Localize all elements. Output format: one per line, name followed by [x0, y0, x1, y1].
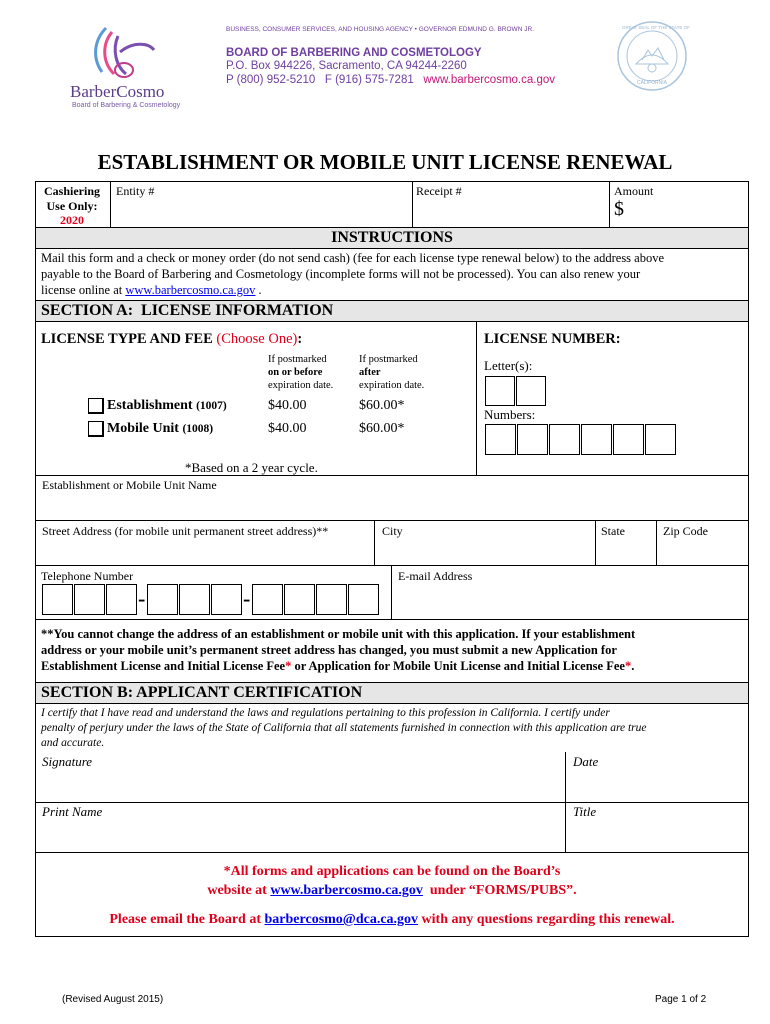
email-note-suffix: with any questions regarding this renewal. [418, 912, 675, 927]
barbercosmo-logo [62, 22, 181, 112]
phone-digit-10[interactable] [348, 584, 379, 615]
city-field[interactable] [375, 521, 595, 565]
certification-text [41, 706, 747, 751]
note-line-2: address or your mobile unit’s permanent street address has changed, you must submit a new Application for [41, 643, 617, 657]
email-note-prefix: Please email the Board at [109, 912, 265, 927]
title-field[interactable] [566, 803, 748, 852]
phone-dash-2: - [243, 586, 251, 611]
establishment-checkbox[interactable] [88, 398, 104, 414]
mobile-unit-name: Mobile Unit [107, 421, 179, 436]
establishment-code: (1007) [196, 400, 227, 412]
cashiering-year: 2020 [60, 213, 84, 227]
mobile-unit-checkbox[interactable] [88, 421, 104, 437]
fee-after-line-1: If postmarked [359, 354, 418, 365]
board-email-link[interactable]: barbercosmo@dca.ca.gov [264, 912, 419, 927]
city-label: City [382, 524, 403, 538]
fee-column-after-header [359, 353, 424, 392]
entity-label: Entity # [116, 184, 155, 198]
forms-website-link[interactable]: www.barbercosmo.ca.gov [270, 883, 423, 898]
forms-note-suffix: under “FORMS/PUBS”. [422, 883, 577, 898]
cashiering-label: Cashiering Use Only: [43, 184, 100, 213]
establishment-fee-after: $60.00* [359, 398, 405, 413]
instructions-heading: INSTRUCTIONS [331, 229, 453, 246]
zip-code-label: Zip Code [663, 524, 708, 538]
mobile-unit-fee-before: $40.00 [268, 421, 307, 436]
license-number-input-2[interactable] [517, 424, 548, 455]
email-note [36, 912, 748, 928]
cert-line-2: penalty of perjury under the laws of the State of California that all statements furnished in connection with this application are true [41, 722, 647, 734]
seal-bottom-text: CALIFORNIA [636, 80, 667, 86]
street-address-field[interactable] [36, 521, 374, 565]
address-change-note [41, 626, 747, 674]
seal-top-text: GREAT SEAL OF THE STATE OF [622, 25, 690, 30]
phone-digit-9[interactable] [316, 584, 347, 615]
state-field[interactable] [596, 521, 656, 565]
email-field[interactable] [392, 566, 748, 619]
fee-footnote: *Based on a 2 year cycle. [185, 460, 318, 475]
phone-digit-7[interactable] [252, 584, 283, 615]
board-name: BOARD OF BARBERING AND COSMETOLOGY [226, 47, 482, 59]
instructions-line-3-suffix: . [255, 283, 262, 297]
scissors-logo-icon [62, 22, 172, 82]
establishment-name-field[interactable] [36, 476, 748, 520]
date-label: Date [573, 754, 599, 769]
establishment-name-label: Establishment or Mobile Unit Name [42, 478, 217, 492]
date-field[interactable] [566, 753, 748, 802]
establishment-name: Establishment [107, 398, 193, 413]
agency-line: BUSINESS, CONSUMER SERVICES, AND HOUSING AGENCY • GOVERNOR EDMUND G. BROWN JR. [226, 26, 534, 33]
license-type-colon: : [297, 331, 303, 347]
mobile-unit-option[interactable] [88, 421, 428, 441]
license-type-heading [41, 331, 302, 348]
instructions-line-2: payable to the Board of Barbering and Cosmetology (incomplete forms will not be processed). You can also renew your [41, 267, 641, 281]
license-number-input-5[interactable] [613, 424, 644, 455]
numbers-label: Numbers: [484, 407, 536, 422]
license-letter-input-1[interactable] [485, 376, 515, 406]
letters-label: Letter(s): [484, 358, 533, 373]
note-line-3b: or Application for Mobile Unit License and Initial License Fee [291, 659, 625, 673]
section-a-heading: SECTION A: LICENSE INFORMATION [41, 302, 334, 319]
logo-name: BarberCosmo [70, 82, 165, 101]
street-address-label: Street Address (for mobile unit permanent street address)** [42, 524, 329, 538]
fee-column-before-header [268, 353, 333, 392]
instructions-text [41, 250, 747, 298]
logo-subtitle: Board of Barbering & Cosmetology [72, 102, 181, 109]
mobile-unit-fee-after: $60.00* [359, 421, 405, 436]
forms-note-prefix: website at [207, 883, 271, 898]
title-label: Title [573, 804, 597, 819]
amount-dollar-sign: $ [614, 198, 624, 220]
note-line-1: **You cannot change the address of an establishment or mobile unit with this application. If your establishment [41, 627, 636, 641]
cert-line-1: I certify that I have read and understand the laws and regulations pertaining to this profession in California. I certify under [41, 707, 610, 719]
instructions-line-1: Mail this form and a check or money order (do not send cash) (fee for each license type renewal below) to the address above [41, 251, 665, 265]
phone-digit-8[interactable] [284, 584, 315, 615]
cert-line-3: and accurate. [41, 737, 105, 749]
establishment-option[interactable] [88, 398, 428, 418]
note-line-3a: Establishment License and Initial License Fee [41, 659, 286, 673]
fee-before-line-3: expiration date. [268, 380, 334, 391]
print-name-label: Print Name [42, 804, 103, 819]
board-phone-fax: P (800) 952-5210 F (916) 575-7281 [226, 74, 414, 86]
revised-date: (Revised August 2015) [62, 994, 164, 1005]
phone-digit-3[interactable] [106, 584, 137, 615]
state-label: State [601, 524, 625, 538]
signature-label: Signature [42, 754, 93, 769]
license-letter-input-2[interactable] [516, 376, 546, 406]
phone-digit-2[interactable] [74, 584, 105, 615]
phone-dash-1: - [138, 586, 146, 611]
mobile-unit-label [107, 421, 213, 437]
board-address: P.O. Box 944226, Sacramento, CA 94244-2260 [226, 60, 467, 72]
mobile-unit-code: (1008) [182, 423, 214, 435]
note-star-2: * [624, 659, 632, 673]
forms-note-line-2 [36, 881, 748, 900]
section-b-heading: SECTION B: APPLICANT CERTIFICATION [41, 684, 363, 701]
establishment-fee-before: $40.00 [268, 398, 307, 413]
fee-before-line-2: on or before [268, 367, 323, 378]
note-star-1: * [285, 659, 292, 673]
license-number-input-1[interactable] [485, 424, 516, 455]
fee-after-line-3: expiration date. [359, 380, 425, 391]
fee-after-line-2: after [359, 367, 381, 378]
print-name-field[interactable] [36, 803, 565, 852]
board-website: www.barbercosmo.ca.gov [423, 74, 556, 86]
instructions-line-3-prefix: license online at [41, 283, 126, 297]
zip-code-field[interactable] [657, 521, 748, 565]
signature-field[interactable] [36, 753, 565, 802]
forms-note [36, 862, 748, 900]
phone-digit-1[interactable] [42, 584, 73, 615]
license-number-input-6[interactable] [645, 424, 676, 455]
note-end: . [631, 659, 635, 673]
phone-digit-6[interactable] [211, 584, 242, 615]
page-number: Page 1 of 2 [655, 994, 707, 1005]
license-number-heading: LICENSE NUMBER: [484, 331, 621, 347]
license-number-input-4[interactable] [581, 424, 612, 455]
telephone-label: Telephone Number [41, 569, 134, 583]
note-line-3 [41, 658, 747, 674]
phone-digit-4[interactable] [147, 584, 178, 615]
license-number-input-3[interactable] [549, 424, 580, 455]
forms-note-line-1: *All forms and applications can be found on the Board’s [223, 864, 561, 879]
form-title: ESTABLISHMENT OR MOBILE UNIT LICENSE RENEWAL [97, 150, 673, 174]
receipt-label: Receipt # [416, 184, 462, 198]
establishment-label [107, 398, 227, 414]
choose-one-label: (Choose One) [216, 331, 298, 347]
amount-label: Amount [614, 184, 654, 198]
instructions-line-3 [41, 282, 747, 298]
fee-before-line-1: If postmarked [268, 354, 327, 365]
phone-digit-5[interactable] [179, 584, 210, 615]
email-label: E-mail Address [398, 569, 473, 583]
board-phone-line [226, 74, 555, 86]
california-seal [616, 20, 688, 92]
license-type-label: LICENSE TYPE AND FEE [41, 331, 217, 347]
online-renewal-link[interactable]: www.barbercosmo.ca.gov [125, 283, 256, 297]
